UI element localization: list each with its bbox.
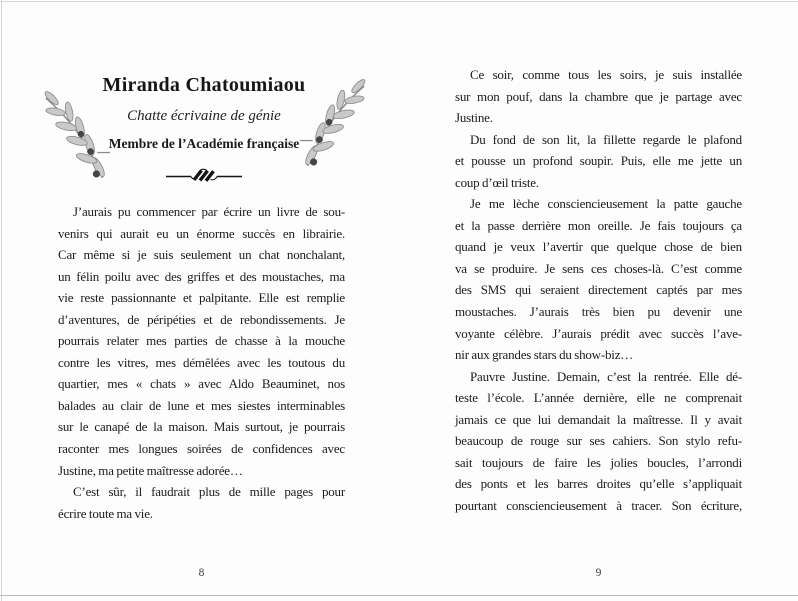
body-text-line: sait toujours de faire les jolies boucles, l’arrondi [455, 454, 742, 470]
body-text-line: teste l’école. L’année dernière, elle ne comprenait [455, 390, 742, 406]
body-text-line: pourrais relater mes parties de chasse à la mouche [58, 333, 345, 349]
body-text-line: Je me lèche consciencieusement la patte gauche [470, 196, 742, 212]
body-text-line: un félin poilu avec des griffes et des moustaches, ma [58, 268, 345, 284]
body-text-line: d’aventures, de péripéties et de rebondissements. Je [58, 311, 345, 327]
body-text-line: Pauvre Justine. Demain, c’est la rentrée. Elle dé- [470, 368, 742, 384]
body-text-line: des ponts et les barres droites qu’elle s’appliquait [455, 476, 742, 492]
left-page-text [58, 201, 345, 524]
body-text-line: Du fond de son lit, la fillette regarde le plafond [470, 131, 742, 147]
body-text-line: moustaches. J’aurais très bien pu devenir une [455, 304, 742, 320]
body-text-line: des SMS qui seraient directement captés par mes [455, 282, 742, 298]
page-number-right: 9 [595, 567, 602, 579]
page-edge-left [1, 0, 2, 601]
body-text-line: vie reste passionnante et palpitante. Elle est remplie [58, 290, 345, 306]
body-text-line: et la passe derrière mon oreille. Je fais toujours ça [455, 217, 742, 233]
body-text-line: sur mon pouf, dans la chambre que je partage avec [455, 88, 742, 104]
body-text-line: balades au clair de lune et mes siestes interminables [58, 397, 345, 413]
body-text-line: voyante célèbre. J’aurais prédit avec succès l’ave- [455, 325, 742, 341]
chapter-header [38, 68, 370, 208]
body-text-line: quand je veux l’avertir que quelque chose de bien [455, 239, 742, 255]
body-text-line: venirs qui aurait eu un énorme succès en librairie. [58, 225, 345, 241]
page-edge-top [0, 1, 798, 2]
body-text-line: C’est sûr, il faudrait plus de mille pages pour [73, 484, 345, 500]
body-text-line: J’aurais pu commencer par écrire un livre de sou- [73, 204, 345, 219]
body-text-line: sur le canapé de la maison. Mais surtout, je pourrais [58, 419, 345, 435]
body-text-line: Justine, ma petite maîtresse adorée… [58, 462, 243, 478]
author-affiliation: Membre de l’Académie française [108, 136, 300, 151]
page-number-left: 8 [198, 567, 205, 579]
olive-branch-icon [40, 90, 110, 184]
body-text-line: pourtant consciencieusement à tracer. Son écriture, [455, 497, 742, 513]
right-page-text [455, 64, 742, 516]
body-text-line: jamais ce que lui demandait la maîtresse. Il y avait [455, 411, 742, 427]
body-text-line: beaucoup de rouge sur ses cahiers. Son stylo refu- [455, 433, 742, 449]
body-text-line: écrire toute ma vie. [58, 505, 153, 521]
body-text-line: Justine. [455, 110, 493, 126]
body-text-line: Ce soir, comme tous les soirs, je suis installée [470, 67, 742, 82]
body-text-line: nir aux grandes stars du show-biz… [455, 347, 634, 363]
body-text-line: raconter mes longues soirées de confidences avec [58, 441, 345, 457]
body-text-line: quartier, mes « chats » avec Aldo Beauminet, nos [58, 376, 345, 392]
body-text-line: va se produire. Je sens ces choses-là. C’est comme [455, 260, 742, 276]
olive-branch-icon [300, 78, 370, 172]
page-edge-bottom [0, 595, 798, 596]
body-text-line: Car même si je suis seulement un chat nonchalant, [58, 247, 345, 263]
body-text-line: contre les vitres, mes démêlées avec les toutous du [58, 354, 345, 370]
author-name: Miranda Chatoumiaou [102, 74, 306, 96]
body-text-line: coup d’œil triste. [455, 174, 539, 190]
author-subtitle: Chatte écrivaine de génie [127, 108, 281, 124]
body-text-line: et pousse un profond soupir. Puis, elle me jette un [455, 153, 742, 169]
